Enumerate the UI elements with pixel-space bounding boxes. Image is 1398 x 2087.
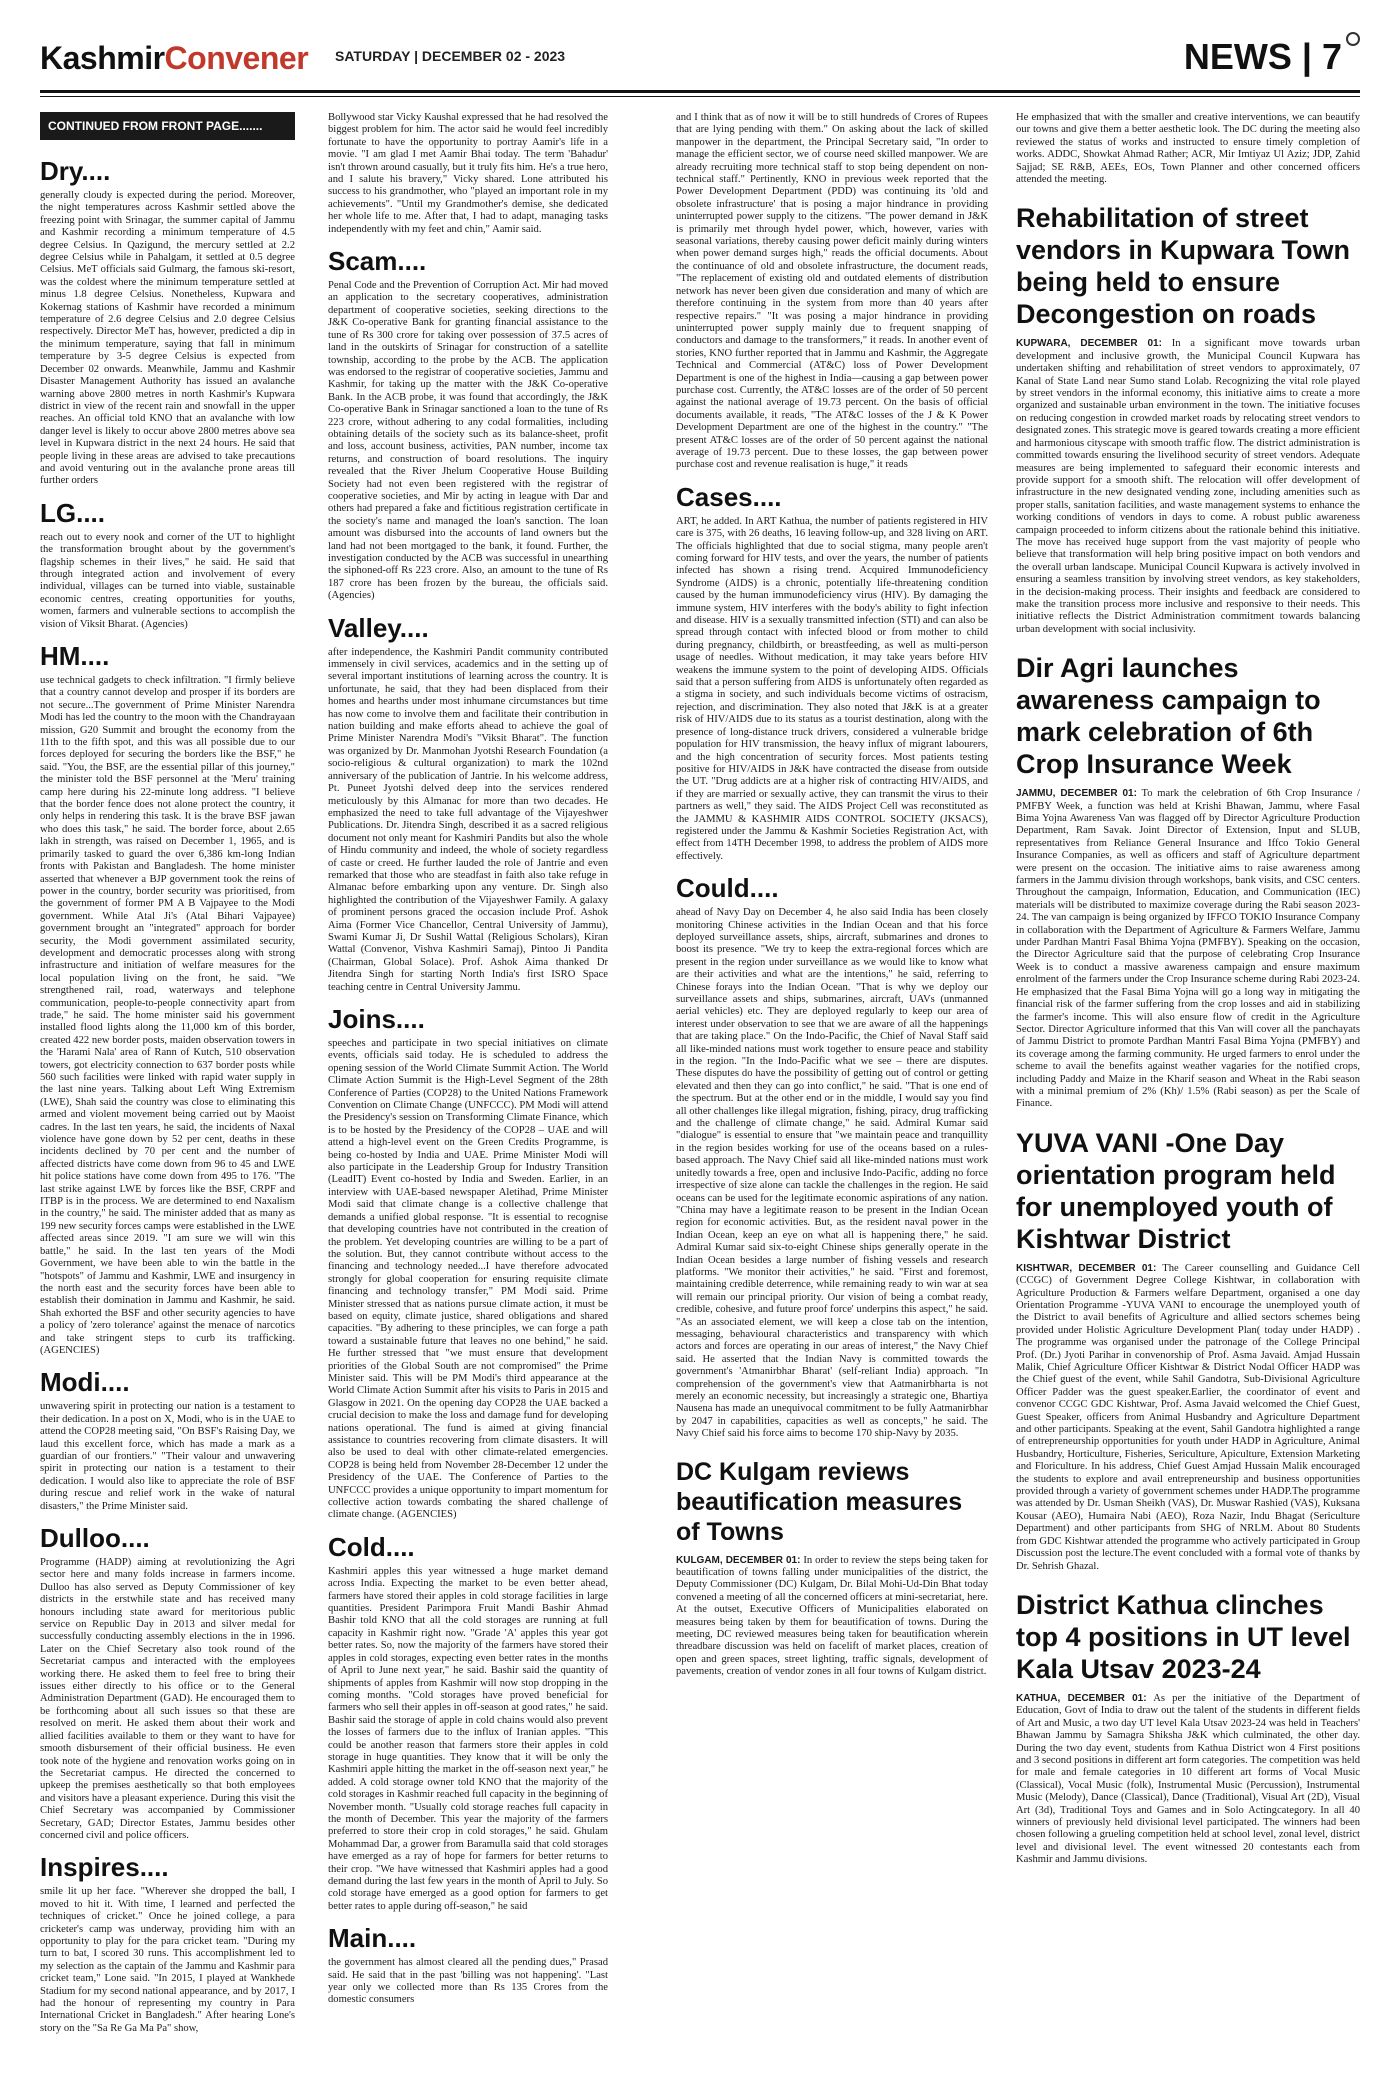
section-label: NEWS | 7 [1183, 36, 1342, 77]
story-kala-utsav [1016, 1693, 1360, 1867]
story-scam: Penal Code and the Prevention of Corruption Act. Mir had moved an application to the secretary cooperatives, administration department of cooperative societies, seeking directions to the J&K Co-operative Bank for granting financial assistance to the tune of Rs 300 crore for taking over possession of 37.5 acres of land in the outskirts of Srinagar for construction of a satellite township, according to the probe by the ACB. The application was endorsed to the registrar of cooperative societies, Jammu and Kashmir, for taking up the matter with the J&K Co-operative Bank. In the ACB probe, it was found that accordingly, the J&K Co-operative Bank in Srinagar sanctioned a loan to the tune of Rs 223 crore, without adhering to any codal formalities, including obtaining details of the society such as its balance-sheet, profit and loss, account business, activities, PAN number, income tax returns, and construction of board resolutions. The inquiry revealed that the River Jhelum Cooperative House Building Society had not even been registered with the registrar of cooperative societies, and Mir by acting in league with Dar and others had prepared a fake and fictitious registration certificate in the society's name and managed the loan's sanction. The loan amount was disbursed into the accounts of land owners but the land had not been mortgaged to the bank, it found. Further, the investigation conducted by the ACB was successful in unearthing the siphoned-off Rs 223 crore. Also, an amount to the tune of Rs 187 crore has been frozen by the bureau, the officials said. (Agencies) [328, 280, 608, 602]
kicker-lg: LG.... [40, 497, 105, 528]
kicker-joins: Joins.... [328, 1004, 425, 1034]
headline-yuva-vani: YUVA VANI -One Day orientation program held for unemployed youth of Kishtwar District [1016, 1127, 1336, 1254]
section-name: NEWS [1183, 36, 1292, 77]
kicker-scam: Scam.... [328, 246, 427, 277]
dateline-kathua: KATHUA, DECEMBER 01: [1016, 1692, 1147, 1704]
story-crop-insurance-text: To mark the celebration of 6th Crop Insurance / PMFBY Week, a function was held at Krishi Bhawan, Jammu, where Fasal Bima Yojna Awareness Van was flagged off by Director Agriculture Production Department, Ram Savak. Joint Director of Extension, Input and SLUB, representatives from Reliance General Insurance and Iffco Tokio General Insurance Companies, as well as officers and staff of Agriculture department were present on the occasion. The initiative aims to raise awareness among farmers in the Jammu division through workshops, bank visits, and CSC centers. Throughout the campaign, Information, Education, and Communication (IEC) materials will be distributed to maximize coverage during the Rabi season 2023-24. The van campaign is being organized by IFFCO TOKIO Insurance Company in collaboration with the Department of Agriculture & Farmers Welfare, Jammu under Pardhan Mantri Fasal Bhima Yojna (PMFBY). Speaking on the occasion, the Director Agriculture said that the purpose of celebrating Crop Insurance Week is to conduct a massive awareness campaign and ensure maximum enrolment of the farmers under the Crop Insurance scheme during Rabi 2023-24. He emphasized that the Fasal Bima Yojna will go a long way in mitigating the financial risk of the farmer suffering from the crop losses and aid in stabilizing the farmer's income. This will also ensure flow of credit in the Agriculture Sector. Director Agriculture informed that this Van will cover all the panchayats of Jammu District to promote Pardhan Mantri Fasal Bima Yojna (PMFBY) and its coverage among the farming community. He urged farmers to enrol under the scheme to avail the benefits against weather vagaries for the notified crops, including Paddy and Maize in the Kharif season and Wheat in the Rabi season with a minimal premium of 2% (Kh)/ 1.5% (Rabi season) as per the Scale of Finance. [1016, 788, 1360, 1110]
kicker-hm: HM.... [40, 641, 110, 671]
kicker-inspires: Inspires.... [40, 1852, 169, 1883]
column-1 [40, 112, 295, 2035]
story-joins: speeches and participate in two special initiatives on climate events, officials said today. He is scheduled to address the opening session of the World Climate Summit Action. The World Climate Action Summit is the High-Level Segment of the 28th Conference of Parties (COP28) to the United Nations Framework Convention on Climate Change (UNFCCC). PM Modi will attend the Presidency's session on Transforming Climate Finance, which is to be hosted by the Presidency of the COP28 – UAE and will attend a high-level event on the Green Credits Programme, is being co-hosted by India and UAE. Prime Minister Modi will also participate in the Leadership Group for Industry Transition (LeadIT) Event co-hosted by India and Sweden. Earlier, in an interview with UAE-based newspaper Aletihad, Prime Minister Modi said that climate change is a collective challenge that demands a unified global response. "It is essential to recognise that developing countries have not contributed in the creation of the problem. Yet developing countries are willing to be a part of the solution. But, they cannot contribute without access to the financing and technology needed...I have therefore advocated strongly for global cooperation for ensuring requisite climate financing and technology transfer," PM Modi said. Prime Minister stressed that as nations pursue climate action, it must be based on equity, climate justice, shared obligations and shared capacities. "By adhering to these principles, we can forge a path toward a sustainable future that leaves no one behind," he said. He further stressed that "we must ensure that development priorities of the Global South are not compromised" the Prime Minister said. This will be PM Modi's third appearance at the World Climate Action Summit after his visits to Paris in 2015 and Glasgow in 2021. On the opening day COP28 the UAE backed a crucial decision to make the loss and damage fund for developing nations operational. The fund is aimed at giving financial assistance to countries recovering from climate disasters. It will also be used to deal with other climate-related emergencies. COP28 is being held from November 28-December 12 under the Presidency of the UAE. The Conference of Parties to the UNFCCC provides a unique opportunity to impart momentum for collective action towards combating the shared challenge of climate change. (AGENCIES) [328, 1038, 608, 1521]
story-inspires-cont: Bollywood star Vicky Kaushal expressed that he had resolved the biggest problem for him. The actor said he would feel incredibly fortunate to have the opportunity to portray Aamir's life in a movie. "I am glad I met Aamir Bhai today. The term 'Bahadur' isn't thrown around casually, but it truly fits him. He's a true hero, and I salute his bravery," Vicky shared. Lone attributed his success to his grandmother, who "played an important role in my achievements". "Until my Grandmother's demise, she dedicated her whole life to me. After that, I had to adapt, managing tasks independently with my feet and chin," Aamir said. [328, 112, 608, 235]
brand-part1: Kashmir [40, 40, 165, 76]
headline-kala-utsav: District Kathua clinches top 4 positions in UT level Kala Utsav 2023-24 [1016, 1589, 1351, 1684]
story-crop-insurance [1016, 788, 1360, 1111]
story-could: ahead of Navy Day on December 4, he also said India has been closely monitoring Chinese activities in the Indian Ocean and that his force deployed surveillance assets, ships, aircraft, submarines and drones to boost its presence. "We try to keep the extra-regional forces which are present in the region under surveillance as we would like to know what are their activities and what are the intentions," he said, referring to Chinese forays into the Indian Ocean. "That is why we deploy our surveillance assets and ships, submarines, aircraft, UAVs (unmanned aerial vehicles) etc. They are deployed regularly to keep our area of interest under observation to see that we are aware of all the happenings that are taking place." On the Indo-Pacific, the Chief of Naval Staff said all like-minded nations must work together to ensure peace and stability in the region. "In the Indo-Pacific what we see – there are disputes. These disputes do have the possibility of getting out of control or getting elevated and then they can go into conflict," he said. "That is one end of the spectrum. But at the other end or in the middle, I would say you find all other challenges like illegal migration, fishing, piracy, drug trafficking and the challenge of climate change," he said. Admiral Kumar said "dialogue" is essential to ensure that "we maintain peace and tranquillity in the region besides working for use of the oceans based on a rules-based approach. The Navy Chief said all like-minded nations must work unitedly towards a free, open and inclusive Indo-Pacific, adding no force irrespective of size alone can tackle the challenges in the region. He said oceans can be used for the legitimate economic aspirations of any nation. "China may have a legitimate reason to be present in the Indian Ocean region for economic activities. But, as the resident naval power in the Indian Ocean, keep an eye on what all is happening there," he said. Admiral Kumar said six-to-eight Chinese ships generally operate in the Indian Ocean besides a large number of fishing vessels and research platforms. "We monitor their activities," he said. "First and foremost, maintaining credible deterrence, while remaining ready to win war at sea will remain our principal priority. Our vision of being a combat ready, credible, cohesive, and future proof force' underpins this aspect," he said. "As an associated element, we will keep a close tab on the intention, messaging, behavioural characteristics and transparency with which actors and forces are operating in our areas of interest," the Navy Chief said. He asserted that the Indian Navy is committed towards the government's 'Atmanirbhar Bharat' (self-reliant India) approach. "In comprehension of the government's view that Aatmanirbharta is not merely an economic necessity, but increasingly a strategic one, Bhartiya Nausena has made an unequivocal commitment to be fully Aatmanirbhar by 2047 in capabilities, capacities as well as concepts," he said. The Navy Chief said his force aims to become 170 ship-Navy by 2035. [676, 907, 988, 1440]
story-kupwara-text: In a significant move towards urban development and inclusive growth, the Municipal Council Kupwara has undertaken shifting and rehabilitation of street vendors to approximately, 07 Kanal of State Land near Sumo stand Lolab. Recognizing the vital role played by street vendors in the informal economy, this initiative aims to create a more organized and sustainable urban environment in the town. The initiative focuses on reducing congestion in crowded market roads by relocating street vendors to designated zones. This strategic move is geared towards creating a more efficient and harmonious cityscape with smooth traffic flow. The district administration is committed towards ensuring the livelihood security of street vendors. Adequate measures are being implemented to safeguard their economic interests and provide support for a smooth shift. The relocation will offer development of infrastructure in the new designated vending zone, including amenities such as proper stalls, sanitation facilities, and waste management systems to enhance the working conditions of vendors in days to come. A robust public awareness campaign proceeded to inform citizens about the rationale behind this initiative. The move has received huge support from the vast majority of people who believe that transformation will help bring positive impact on both vendors and the overall urban landscape. Municipal Council Kupwara is actively involved in ensuring a seamless transition by involving street vendors, as key stakeholders, in the decision-making process. Their insights and feedback are considered to make the transition process more inclusive and responsive to their needs. This initiative reflects the District Administration commitment towards balancing urban development with social inclusivity. [1016, 338, 1360, 635]
gear-icon [1346, 32, 1360, 46]
story-inspires: smile lit up her face. "Wherever she dropped the ball, I moved to hit it. With time, I learned and perfected the techniques of cricket." Once he joined college, a para cricketer's camp was underway, providing him with an opportunity to play for the para cricket team. "During my turn to bat, I scored 30 runs. This accomplishment led to my selection as the captain of the Jammu and Kashmir para cricket team," Lone said. "In 2015, I played at Wankhede Stadium for my second national appearance, and by 2017, I had the honour of representing my country in Para International Cricket in Bangladesh." After hearing Lone's story on the "Sa Re Ga Ma Pa" show, [40, 1886, 295, 2034]
story-dry: generally cloudy is expected during the period. Moreover, the night temperatures across Kashmir settled above the freezing point with Srinagar, the summer capital of Jammu and Kashmir recording a minimum temperature of 4.5 degree Celsius. In Qazigund, the mercury settled at 2.2 degree Celsius while in Pahalgam, it settled at 0.5 degree Celsius. MeT officials said Gulmarg, the famous ski-resort, was the coldest where the minimum temperature settled at minus 1.8 degree Celsius. Nonetheless, Kupwara and Kokernag stations of Kashmir have recorded a minimum temperature of 2.6 degree Celsius and 2.0 degree Celsius respectively. Director MeT has, however, predicted a dip in the minimum temperature, saying that fall in minimum temperature by 3-5 degree Celsius is expected from December 02 onwards. Meanwhile, Jammu and Kashmir Disaster Management Authority has issued an avalanche warning above 2800 metres in north Kashmir's Kupwara district in view of the recent rain and snowfall in the upper reaches. An official told KNO that an avalanche with low danger level is likely to occur above 2800 metres above sea level in Kupwara district in the next 24 hours. He said that people living in these areas are advised to take precautions and avoid venturing out in the avalanche prone areas till further orders [40, 190, 295, 487]
story-cold: Kashmiri apples this year witnessed a huge market demand across India. Expecting the market to be even better ahead, farmers have stored their apples in cold storage facilities in large quantities. President Parimpora Fruit Mandi Bashir Ahmad Bashir told KNO that all the cold storages are running at full capacity in Kashmir right now. "Grade 'A' apples this year got better rates. So, now the majority of the farmers have stored their apples in cold storages, expecting even better rates in the months of April to June next year," he said. Bashir said the quantity of shipments of apples from Kashmir will now stop dropping in the coming months. "Cold storages have proved beneficial for farmers who sell their apples in off-season at good rates," he said. Bashir said the storage of apple in cold chains would also prevent the losses of farmers due to the influx of Iranian apples. "This could be another reason that farmers store their apples in cold storage in huge quantities. They know that it will be only the Kashmiri apple hitting the market in the off-season next year," he added. A cold storage owner told KNO that the majority of the cold storages in Kashmir reached full capacity in the beginning of November month. "Usually cold storage reaches full capacity in the month of December. This year the majority of the farmers preferred to store their crop in cold storages," he said. Ghulam Mohammad Dar, a grower from Baramulla said that cold storages have emerged as a ray of hope for farmers for better returns to their crop. "We have witnessed that Kashmiri apples had a good demand during the last few years in the month of April to July. So cold storage have emerged as a good option for farmers to get better rates to apple during off-season," he said [328, 1565, 608, 1912]
kicker-could: Could.... [676, 873, 779, 904]
column-4 [1016, 112, 1360, 1867]
dateline-kulgam: KULGAM, DECEMBER 01: [676, 1554, 801, 1566]
story-dulloo: Programme (HADP) aiming at revolutionizing the Agri sector here and many folds increase in farmers income. Dulloo has also served as Deputy Commissioner of key districts in the erstwhile state and has received many honours including state award for meritorious public service on Republic Day in 2013 and silver medal for successfully conducting assembly elections in the in 1996. Later on the Chief Secretary also took round of the Secretariat campus and interacted with the employees working there. He asked them to feel free to bring their issues either directly to his office or to the General Administration Department (GAD). He encouraged them to be forthcoming about all such issues so that these are resolved on merit. He asked them about their work and allied facilities available to them or they want to have for smooth disbursement of their official business. He even took note of the hygiene and renovation works going on in the Secretariat campus. He directed the concerned to upkeep the premises aesthetically so that both employees and visitors have a pleasant experience. During this visit the Chief Secretary was accompanied by Commissioner Secretary, GAD; Director Estates, Jammu besides other concerned civil and police officers. [40, 1557, 295, 1841]
kicker-main: Main.... [328, 1923, 417, 1954]
kicker-cold: Cold.... [328, 1531, 415, 1562]
story-main-cont: and I think that as of now it will be to still hundreds of Crores of Rupees that are lying pending with them." On asking about the lack of skilled manpower in the department, the Principal Secretary said, "In order to manage the efficient sector, we of course need skilled manpower. We are already recruiting more technical staff to stop being dependent on non-technical staff." Pertinently, KNO in previous week reported that the Power Development Department (PDD) was continuing its 'old and obsolete infrastructure' that is posing a major hindrance in providing uninterrupted power supply to the citizens. "The power demand in J&K is primarily met through hydel power, which, however, varies with seasonal variations, thereby causing power deficit mainly during winters when power demand surges high," reads the official documents. About the continuance of old and obsolete infrastructure, the document reads, "The replacement of existing old and outdated elements of distribution network has never been given due consideration and many of which are therefore continuing in the system from more than 40 years after respective repairs." "It was posing a major hindrance in providing uninterrupted power supply mainly due to frequent snapping of conductors and damage to the transformers," it reads. In another event of stories, KNO further reported that in Jammu and Kashmir, the Aggregate Technical and Commercial (AT&C) loss of Power Development Department is one of the highest in India—causing a gap between power purchase cost. Currently, the AT&C losses are of the order of 50 percent against the national average of 19.73 percent. On the basis of official documents available, it reads, "The AT&C losses of the J & K Power Development Department are one of the highest in the country." "The present AT&C losses are of the order of 50 percent against the national average of 19.73 percent. Due to these losses, the gap between power purchase cost and revenue realisation is huge," it reads [676, 112, 988, 471]
masthead [40, 28, 1360, 90]
column-3 [676, 112, 988, 1679]
story-modi: unwavering spirit in protecting our nation is a testament to their dedication. In a post on X, Modi, who is in the UAE to attend the COP28 meeting said, "On BSF's Raising Day, we laud this excellent force, which has made a mark as a guardian of our frontiers." "Their valour and unwavering spirit in protecting our nation is a testament to their dedication. I would also like to appreciate the role of BSF during rescue and relief work in the wake of natural disasters," the Prime Minister said. [40, 1401, 295, 1512]
kicker-dulloo: Dulloo.... [40, 1523, 150, 1553]
story-main: the government has almost cleared all the pending dues," Prasad said. He said that in the past 'billing was not happening'. "Last year only we collected more than Rs 135 Crores from the domestic consumers [328, 1957, 608, 2006]
story-kala-utsav-text: As per the initiative of the Department of Education, Govt of India to draw out the talent of the students in different fields of Art and Music, a two day UT level Kala Utsav 2023-24 was held in Teachers' Bhawan Jammu by Samagra Shiksha J&K which culminated, the other day. During the two day event, students from Kathua District won 4 First positions and 3 second positions in different art form categories. The competition was held for male and female categories in 10 different art forms of Vocal Music (Classical), Vocal Music (folk), Instrumental Music (Percussion), Instrumental Music (Melody), Dance (Classical), Dance (Traditional), Visual Art (2D), Visual Art (3d), Traditional Toys and Games and in Solo Actingcategory. In all 40 winners of previously held divisional level participated. The winners had been chosen following a grueling competition held at school level, zonal level, district level and divisional level. The event witnessed 20 contestants each from Kashmir and Jammu divisions. [1016, 1692, 1360, 1866]
dateline-kishtwar: KISHTWAR, DECEMBER 01: [1016, 1262, 1157, 1274]
kicker-dry: Dry.... [40, 156, 111, 186]
story-hm: use technical gadgets to check infiltration. "I firmly believe that a country cannot develop and prosper if its borders are not secure...The government of Prime Minister Narendra Modi has led the country to the moon with the Chandrayaan mission, G20 Summit and brought the economy from the 11th to the fifth spot, and this was all possible due to our forces deployed for securing the borders like the BSF," he said. "You, the BSF, are the essential pillar of this journey," the minister told the BSF personnel at the 'Meru' training camp here during his 22-minute long address. "I believe that the border fence does not alone protect the country, it only helps in rendering this task. It is the brave BSF jawan who does this task," he said. The border force, about 2.65 lakh in strength, was raised on December 1, 1965, and is primarily tasked to guard the over 6,386 km-long Indian fronts with Pakistan and Bangladesh. The home minister asserted that whenever a BJP government took the reins of power in the country, border security was prioritised, from the government of former PM A B Vajpayee to the Modi government. While Atal Ji's (Atal Bihari Vajpayee) government brought an "integrated" approach for border security, the Modi government assimilated security, development and democratic processes along with strong infrastructure and initiation of welfare measures for the local population living on the front, he said. "We strengthened rail, road, waterways and telephone communication, people-to-people connectivity apart from trade," he said. The home minister said his government installed flood lights along the 11,000 km of this border, created 422 new border posts, maiden observation towers in the 'Harami Nala' area of Rann of Kutch, 510 observation towers, got electricity connection to 637 border posts while 560 such facilities were linked with rapid water supply in the last nine years. Talking about Left Wing Extremism (LWE), Shah said the country was close to eliminating this armed and violent movement being carried out by Maoist cadres. In the last ten years, he said, the incidents of Naxal violence have gone down by 52 per cent, deaths in these incidents declined by 70 per cent and the number of affected districts have come down from 96 to 45 and LWE hit police stations have come down from 495 to 176. "The last strike against LWE by forces like the BSF, CRPF and ITBP is in the process. We are determined to end Naxalism in the country," he said. The minister added that as many as 199 new security forces camps were established in the LWE affected areas since 2019. "I am sure we will win this battle," he said. In the last ten years of the Modi Government, we have been able to win the battle in the "hotspots" of Jammu and Kashmir, LWE and insurgency in the north east and the security forces have been able to establish their domination in Jammu and Kashmir, he said. Shah exhorted the BSF and other security agencies to have a policy of 'zero tolerance' against the menace of narcotics and take stringent steps to curb its trafficking. (AGENCIES) [40, 675, 295, 1356]
dateline: SATURDAY | DECEMBER 02 - 2023 [335, 48, 566, 64]
newspaper-logo [40, 40, 308, 77]
kicker-modi: Modi.... [40, 1367, 130, 1398]
kicker-valley: Valley.... [328, 612, 429, 643]
continued-banner: CONTINUED FROM FRONT PAGE....... [40, 112, 295, 140]
dateline-kupwara: KUPWARA, DECEMBER 01: [1016, 338, 1162, 350]
headline-crop-insurance: Dir Agri launches awareness campaign to mark celebration of 6th Crop Insurance Week [1016, 653, 1321, 780]
column-2 [328, 112, 608, 2007]
story-dc-kulgam [676, 1555, 988, 1679]
story-cases: ART, he added. In ART Kathua, the number of patients registered in HIV care is 375, with 26 deaths, 16 leaving follow-up, and 328 living on ART. The officials highlighted that due to social stigma, many people aren't coming forward for HIV tests, and over the years, the number of patients infected has shown a rising trend. Acquired Immunodeficiency Syndrome (AIDS) is a chronic, potentially life-threatening condition caused by the human immunodeficiency virus (HIV). By damaging the immune system, HIV interferes with the body's ability to fight infection and disease. HIV is a sexually transmitted infection (STI) and can also be spread through contact with infected blood or from mother to child during pregnancy, childbirth, or breastfeeding, as well as multi-person usage of needles. Without medication, it may take years before HIV weakens the immune system to the point of developing AIDS. Officials said that a person suffering from AIDS is unfortunately often regarded as a stigma in society, and such individuals become victims of ostracism, rejection, and discrimination. They also noted that J&K is at a greater risk of HIV/AIDS due to its status as a tourist destination, along with the presence of long-distance truck drivers, considered a vulnerable bridge population for HIV transmission, the heavy influx of migrant labourers, and the high concentration of security forces. Most patients testing positive for HIV/AIDS in J&K have contracted the disease from outside the UT. "Drug addicts are at a higher risk of contracting HIV/AIDS, and if they are married or sexually active, they can transmit the virus to their partners as well," they said. The AIDS Project Cell was reconstituted as the JAMMU & KASHMIR AIDS CONTROL SOCIETY (JKSACS), registered under the Jammu & Kashmir Societies Registration Act, with effect from 14TH December 1998, to address the problem of AIDS more effectively. [676, 515, 988, 862]
story-dc-kulgam-cont: He emphasized that with the smaller and creative interventions, we can beautify our towns and give them a better aesthetic look. The DC during the meeting also reviewed the status of works and instructed to ensure timely completion of works. ADDC, Showkat Ahmad Rather; ACR, Mir Imtiyaz Ul Aziz; JDP, Zahid Sajjad; SE R&B, AEEs, EOs, Town Planner and other concerned officers attended the meeting. [1016, 112, 1360, 186]
story-yuva-vani-text: The Career counselling and Guidance Cell (CCGC) of Government Degree College Kishtwar, in collaboration with Agriculture Production & Farmers welfare Department, organised a one day Orientation Programme -YUVA VANI to encourage the unemployed youth of the District to avail benefits of Agriculture and allied sectors schemes being provided under Holistic Agriculture Development Plan( today under HADP) . The programme was organised under the patronage of the College Principal Prof. (Dr.) Jyoti Parihar in convenorship of Prof. Asma Javaid. Amjad Hussain Malik, Chief Agriculture Officer Kishtwar & District Nodal Officer HADP was the Chief guest of the event, while Sahil Gandotra, Sub-Divisional Agriculture Officer Padder was the guest speaker.Earlier, the coordinator of event and convenor CCGC GDC Kishtwar, Prof. Asma Javaid welcomed the Chief Guest, Guest Speaker, officers from Animal Husbandry and Agriculture Department and other participants. Speaking at the event, Sahil Gandotra highlighted a range of entrepreneurship opportunities for youth under HADP in Agriculture, Animal Husbandry, Horticulture, Fisheries, Sericulture, Apiculture, Extension Marketing and Floriculture. In his address, Chief Guest Amjad Hussain Malik encouraged the students to explore and avail entrepreneurship and business opportunities provided through a variety of government schemes under HADP.The programme was attended by Dr. Usman Sheikh (VAS), Dr. Muswar Rashied (VAS), Kuksana Kousar (AEO), Humaira Nabi (AEO), Roza Nazir, Indu Bhagat (Sericulture Department) and other participants from SHG of NRLM. About 80 Students from GDC Kishtwar attended the programme who actively participated in Group Discussion post the lecture.The event concluded with a formal vote of thanks by Dr. Sehrish Ghazal. [1016, 1262, 1360, 1572]
page-number: 7 [1321, 36, 1342, 77]
brand-part2: Convener [164, 40, 309, 76]
masthead-rule-thin [40, 96, 1360, 97]
story-yuva-vani [1016, 1263, 1360, 1573]
kicker-cases: Cases.... [676, 481, 782, 512]
dateline-jammu: JAMMU, DECEMBER 01: [1016, 788, 1137, 800]
story-valley: after independence, the Kashmiri Pandit community contributed immensely in civil services, academics and in the setting up of several important institutions of learning across the country. It is unfortunate, he said, that they had been displaced from their homes and hearths under most inhumane circumstances but time has now come to involve them and facilitate their contribution in nation building and make efforts ahead to achieve the goal of Prime Minister Narendra Modi's "Viksit Bharat". The function was organized by Dr. Manmohan Jyotshi Research Foundation (a socio-religious & cultural organization) to mark the 102nd anniversary of the publication of Jantrie. In his welcome address, Pt. Puneet Jyotshi delved deep into the services rendered meticulously by this Almanac for more than two decades. He emphasized the need to take full advantage of the Vijayeshwer Publications. Dr. Jitendra Singh, described it as a sacred religious document not only meant for Kashmiri Pandits but also the whole of Hindu community and indeed, the whole of society regardless of caste or creed. He further lauded the role of Jantrie and even remarked that those who are steadfast in faith also take refuge in Almanac before embarking upon any venture. Dr. Singh also highlighted the contribution of the Vijayeshwer Family. A galaxy of prominent persons graced the occasion include Prof. Ashok Aima (Former Vice Chancellor, Central University of Jammu), Swami Kumar Ji, Dr Sushil Wattal (Religious Scholars), Kiran Wattal (Convenor, Vishva Kashmiri Samaj), Pintoo Ji Pandita (Chairman, Global Solace). Prof. Ashok Aima thanked Dr Jitendra Singh for starting North India's first ISRO Space teaching centre in Central University Jammu. [328, 646, 608, 993]
story-dc-kulgam-text: In order to review the steps being taken for beautification of towns falling under municipalities of the district, the Deputy Commissioner (DC) Kulgam, Dr. Bilal Mohi-Ud-Din Bhat today convened a meeting of all the concerned officers at mini-secretariat, here. At the outset, Executive Officers of Municipalities elaborated on measures being taken by them for beautification of towns. During the meeting, DC reviewed measures being taken for beautification wherein threadbare discussion was held on facelift of market places, creation of open and green spaces, street lighting, traffic signals, development of pavements, creation of vendor zones in all four towns of Kulgam district. [676, 1554, 988, 1678]
story-lg: reach out to every nook and corner of the UT to highlight the transformation brought about by the government's flagship schemes in their lives," he said. He said that through integrated action and involvement of every individual, villages can be turned into viable, sustainable economic centres, creating opportunities for youths, women, farmers and vulnerable sections to accomplish the vision of Viksit Bharat. (Agencies) [40, 531, 295, 630]
headline-kupwara-vendors: Rehabilitation of street vendors in Kupwara Town being held to ensure Decongestion on roads [1016, 203, 1351, 330]
story-kupwara-vendors [1016, 338, 1360, 636]
headline-dc-kulgam: DC Kulgam reviews beautification measures of Towns [676, 1457, 963, 1546]
masthead-rule [40, 90, 1360, 93]
